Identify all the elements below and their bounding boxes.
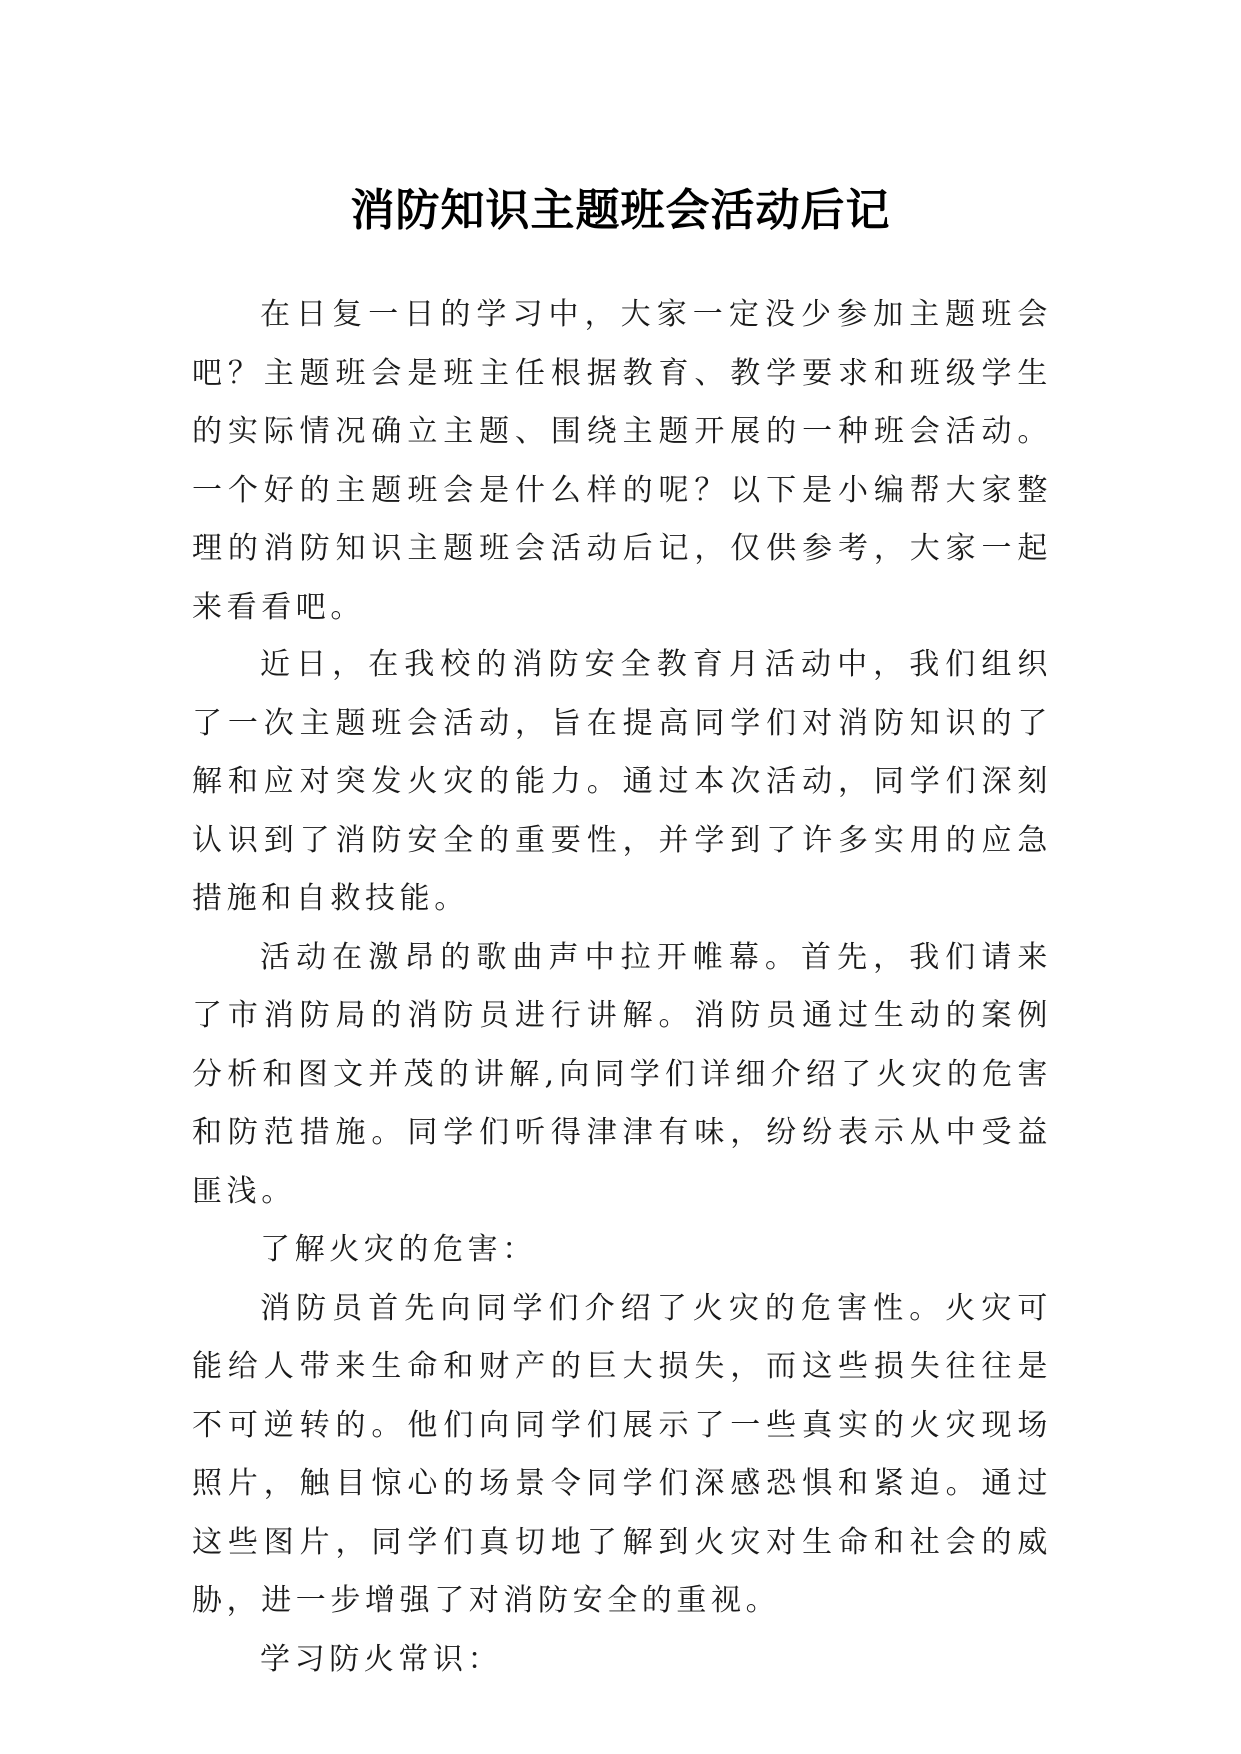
section-heading: 了解火灾的危害： — [260, 1232, 537, 1267]
body-paragraph: 近日，在我校的消防安全教育月活动中，我们组织了一次主题班会活动，旨在提高同学们对消防知识的了解和应对突发火灾的能力。通过本次活动，同学们深刻认识到了消防安全的重要性，并学到了许多实用的应急措施和自救技能。 — [192, 647, 1052, 916]
body-paragraph: 活动在激昂的歌曲声中拉开帷幕。首先，我们请来了市消防局的消防员进行讲解。消防员通过生动的案例分析和图文并茂的讲解,向同学们详细介绍了火灾的危害和防范措施。同学们听得津津有味，纷纷表示从中受益匪浅。 — [192, 939, 1052, 1209]
body-paragraph: 消防员首先向同学们介绍了火灾的危害性。火灾可能给人带来生命和财产的巨大损失，而这些损失往往是不可逆转的。他们向同学们展示了一些真实的火灾现场照片，触目惊心的场景令同学们深感恐惧和紧迫。通过这些图片，同学们真切地了解到火灾对生命和社会的威胁，进一步增强了对消防安全的重视。 — [192, 1290, 1052, 1618]
section-heading: 学习防火常识： — [260, 1641, 503, 1677]
document-title: 消防知识主题班会活动后记 — [350, 185, 891, 237]
intro-section — [192, 286, 1052, 637]
main-section — [192, 636, 1052, 1689]
intro-paragraph: 在日复一日的学习中，大家一定没少参加主题班会吧？主题班会是班主任根据教育、教学要求和班级学生的实际情况确立主题、围绕主题开展的一种班会活动。一个好的主题班会是什么样的呢？以下是小编帮大家整理的消防知识主题班会活动后记，仅供参考，大家一起来看看吧。 — [192, 297, 1052, 625]
